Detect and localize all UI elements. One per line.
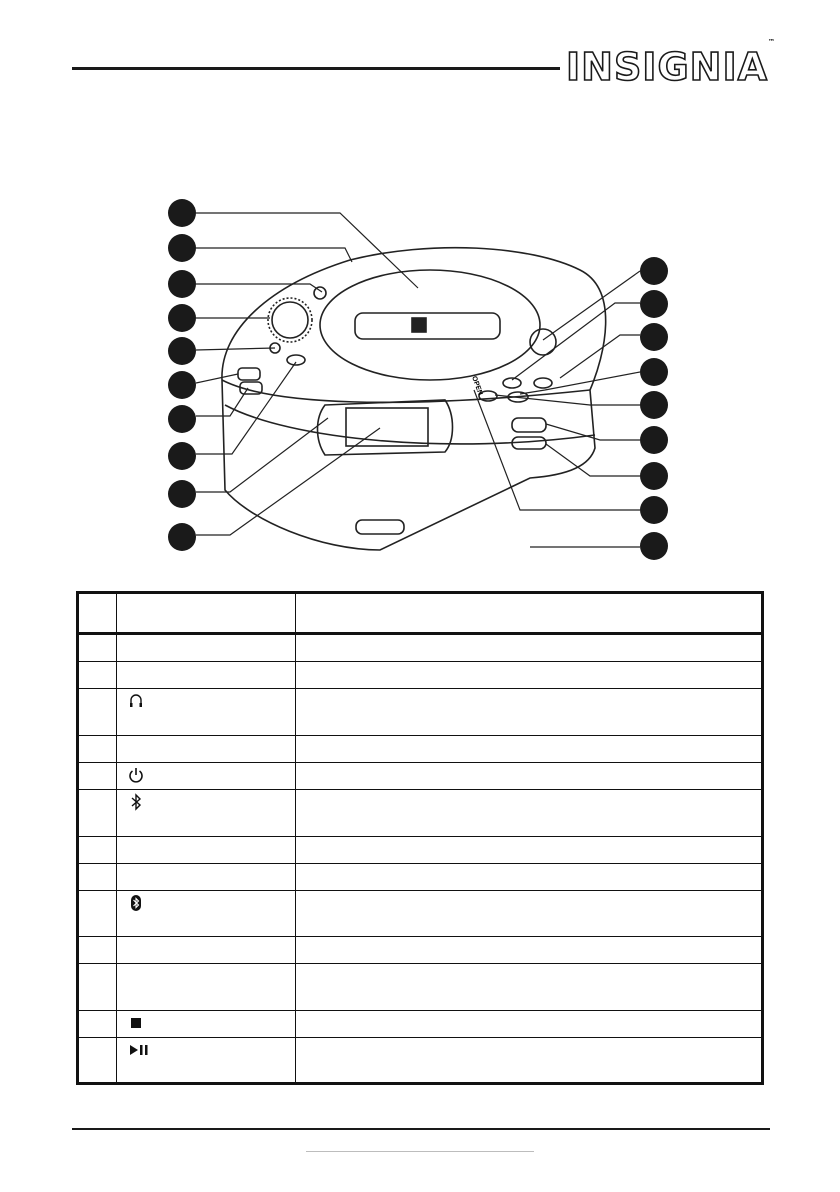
table-row — [78, 864, 763, 891]
open-label: OPEN — [470, 375, 484, 397]
table-row — [78, 1038, 763, 1084]
product-diagram-svg — [150, 190, 690, 570]
header-cell-item — [117, 593, 296, 634]
table-row — [78, 891, 763, 937]
bluetooth-icon — [127, 793, 145, 811]
bluetooth-badge-icon — [127, 894, 145, 912]
table-row — [78, 937, 763, 964]
table-row — [78, 634, 763, 662]
table-row — [78, 662, 763, 689]
brand-logo — [566, 38, 776, 89]
trademark-mark: ™ — [768, 38, 776, 47]
table-row — [78, 1011, 763, 1038]
header-cell-description — [296, 593, 763, 634]
footer-link-line — [306, 1151, 534, 1152]
table-header-row — [78, 593, 763, 634]
footer-rule — [72, 1128, 770, 1130]
table-row — [78, 964, 763, 1011]
table-row — [78, 790, 763, 837]
header-rule — [72, 67, 560, 70]
table-row — [78, 736, 763, 763]
table-row — [78, 837, 763, 864]
play-pause-icon — [127, 1041, 151, 1059]
table-row — [78, 689, 763, 736]
brand-logo-text: INSIGNIA — [566, 45, 768, 89]
header-cell-number — [78, 593, 117, 634]
stop-icon — [127, 1014, 145, 1032]
power-icon — [127, 766, 145, 784]
parts-table — [76, 591, 764, 1085]
product-diagram — [150, 190, 690, 570]
table-row — [78, 763, 763, 790]
headphone-icon — [127, 692, 145, 710]
